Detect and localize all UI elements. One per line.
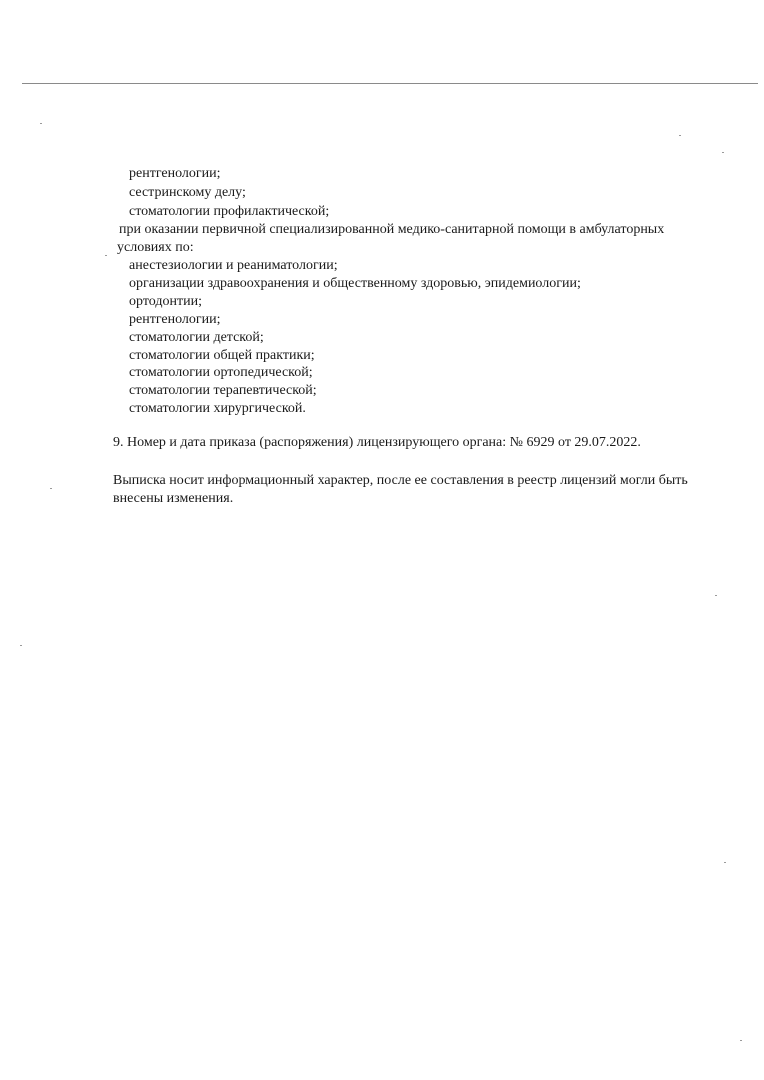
scan-speck	[679, 135, 681, 136]
list-item: рентгенологии;	[129, 166, 221, 181]
scan-speck	[722, 152, 724, 153]
list-item: ортодонтии;	[129, 294, 202, 309]
note-line: внесены изменения.	[113, 491, 234, 506]
list-item: организации здравоохранения и общественному здоровью, эпидемиологии;	[129, 276, 581, 291]
scan-speck	[20, 645, 22, 646]
list-item: стоматологии хирургической.	[129, 401, 306, 416]
top-divider	[22, 83, 758, 84]
section-intro-line: условиях по:	[117, 240, 194, 255]
list-item: стоматологии общей практики;	[129, 348, 315, 363]
section-intro-line: при оказании первичной специализированной медико-санитарной помощи в амбулаторных	[119, 222, 665, 237]
note-line: Выписка носит информационный характер, после ее составления в реестр лицензий могли быть	[113, 473, 688, 488]
list-item: анестезиологии и реаниматологии;	[129, 258, 338, 273]
scan-speck	[715, 595, 717, 596]
scan-speck	[40, 123, 42, 124]
scan-speck	[724, 862, 726, 863]
list-item: стоматологии терапевтической;	[129, 383, 317, 398]
list-item: сестринскому делу;	[129, 185, 246, 200]
list-item: рентгенологии;	[129, 312, 221, 327]
list-item: стоматологии ортопедической;	[129, 365, 313, 380]
order-line: 9. Номер и дата приказа (распоряжения) лицензирующего органа: № 6929 от 29.07.2022.	[113, 435, 641, 450]
scan-speck	[105, 255, 107, 256]
list-item: стоматологии детской;	[129, 330, 264, 345]
list-item: стоматологии профилактической;	[129, 204, 330, 219]
scan-speck	[740, 1040, 742, 1041]
scan-speck	[50, 488, 52, 489]
